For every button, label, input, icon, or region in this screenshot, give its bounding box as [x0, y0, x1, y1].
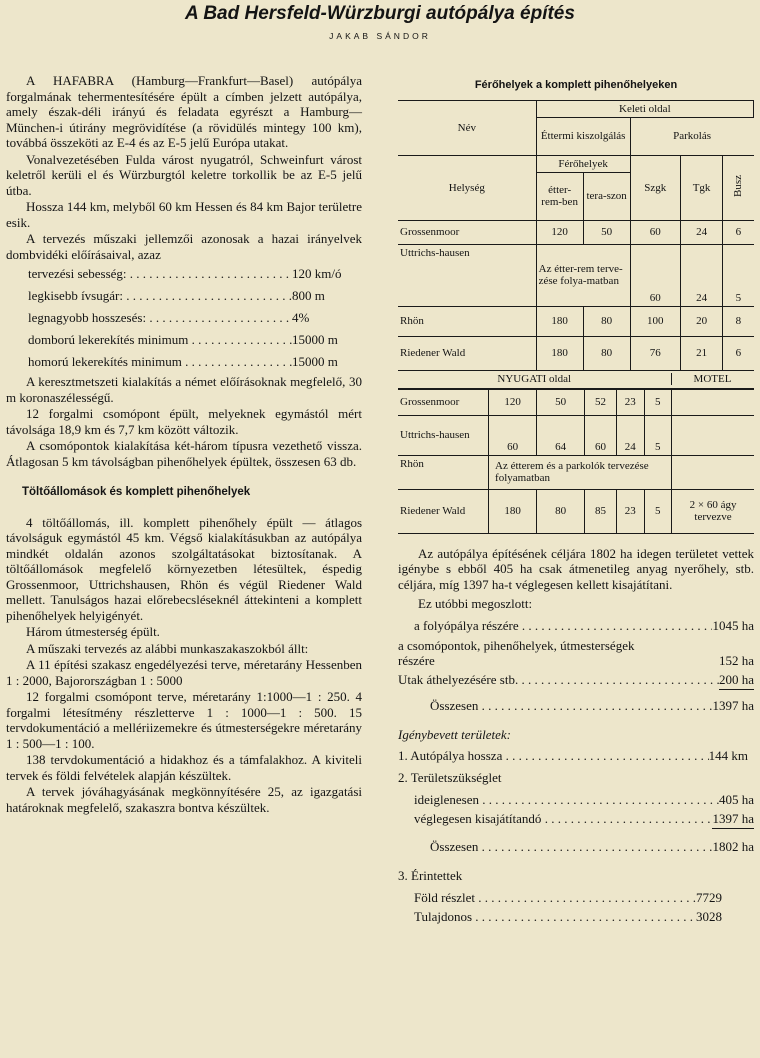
author-name: JAKAB SÁNDOR [329, 31, 431, 41]
junctions-paragraph: 12 forgalmi csomópont épült, melyeknek egymástól mért távolsága 18,9 km és 7,7 km között változik. [6, 406, 362, 437]
table-row: Riedener Wald 180 80 85 23 5 2 × 60 ágy tervezve [398, 489, 754, 533]
route-paragraph: Vonalvezetésében Fulda várost nyugatról, Schweinfurt várost keletről kerüli el és Würzburgtól keletre torkollik be az E-5 jelű útba. [6, 151, 362, 198]
permit-plan-paragraph: A 11 építési szakasz engedélyezési terve, méretarány Hessenben 1 : 2000, Bajorországban 1 : 5000 [6, 657, 362, 688]
rest-areas-paragraph: A csomópontok kialakítása két-három típusra vezethető vissza. Átlagosan 5 km távolságban pihenőhelyek épültek, összesen 63 db. [6, 438, 362, 469]
table-row: Rhön 180 80 100 20 8 [398, 306, 754, 336]
land-use-paragraph: Az autópálya építésének céljára 1802 ha idegen területet vettek igénybe s ebből 405 ha csak átmenetileg anyag nyerőhely, stb. céljára, míg 1397 ha-t véglegesen kellett kisajátítani. [398, 545, 754, 592]
length-paragraph: Hossza 144 km, melyből 60 km Hessen és 84 km Bajor területre esik. [6, 199, 362, 230]
table-row: Grossenmoor 120 50 60 24 6 [398, 220, 754, 244]
work-phases-paragraph: A műszaki tervezés az alábbi munkaszakaszokból állt: [26, 640, 309, 656]
header-cell: Keleti oldal [536, 100, 753, 117]
split-row: a csomópontok, pihenőhelyek, útmesterségek részére 152 ha [398, 637, 754, 668]
spec-row: domború lekerekítés minimum . . . 15000 m [6, 330, 362, 349]
design-paragraph: A tervezés műszaki jellemzői azonosak a hazai irányelvek dombvidéki előírásaival, azaz [6, 231, 362, 262]
header-cell: Busz [723, 155, 754, 220]
header-cell: tera-szon [583, 172, 630, 220]
needs-row: Tulajdonos . . . 3028 [398, 907, 754, 926]
needs-row: 1. Autópálya hossza . . . 144 km [398, 746, 754, 765]
spec-row: homorú lekerekítés minimum . . . 15000 m [6, 352, 362, 371]
header-cell: Férőhelyek [536, 155, 630, 172]
header-cell: Helység [398, 155, 536, 220]
rest-area-capacity-table [398, 100, 754, 389]
header-cell: Parkolás [630, 117, 753, 155]
west-side-table [398, 389, 754, 534]
split-row: a folyópálya részére . . . 1045 ha [398, 616, 754, 635]
needs-row: 2. Területszükséglet [398, 770, 502, 785]
header-cell: Tgk [680, 155, 722, 220]
header-cell: NYUGATI oldal MOTEL [398, 370, 754, 388]
header-cell: étter-rem-ben [536, 172, 583, 220]
intro-paragraph: A HAFABRA (Hamburg—Frankfurt—Basel) autópálya forgalmának tehermentesítésére épült a címben jelzett autópálya, amely észak-déli irányú és feladata egyrészt a Hamburg—München-i útirány megrövidítése (a rövidülés mintegy 100 km), továbbá összeköti az E-4 és az E-5 jelű Európa utakat. [6, 73, 362, 150]
spec-row: legkisebb ívsugár: . . . 800 m [6, 286, 362, 305]
table-row: Uttrichs-hausen 60 64 60 24 5 [398, 415, 754, 455]
maintenance-paragraph: Három útmesterség épült. [26, 624, 160, 639]
needs-row: Föld részlet . . . 7729 [398, 888, 754, 907]
total-row: Összesen . . . 1397 ha [398, 696, 754, 715]
split-row: Utak áthelyezésére stb. . . . 200 ha [398, 670, 754, 690]
article-title: A Bad Hersfeld-Würzburgi autópálya építés [185, 3, 575, 24]
needs-row: véglegesen kisajátítandó . . . 1397 ha [398, 809, 754, 829]
table-row: Riedener Wald 180 80 76 21 6 [398, 336, 754, 370]
junction-plan-paragraph: 12 forgalmi csomópont terve, méretarány 1:1000—1 : 250. 4 forgalmi létesítmény részletterve 1 : 1000—1 : 500. 15 tervdokumentáció a mellériizemekre és útmesterségekre méretarány 1 : 500—1 : 100. [6, 689, 362, 751]
header-cell: Szgk [630, 155, 680, 220]
split-intro: Ez utóbbi megoszlott: [418, 596, 533, 611]
spec-row: tervezési sebesség: . . . 120 km/ó [6, 264, 362, 283]
bridge-docs-paragraph: 138 tervdokumentáció a hidakhoz és a támfalakhoz. A kiviteli tervek és földi felvételek alapján készültek. [6, 752, 362, 783]
approval-paragraph: A tervek jóváhagyásának megkönnyítésére 25, az igazgatási határoknak megfelelő, szakaszra bontva készültek. [6, 784, 362, 815]
right-column [398, 73, 754, 926]
table-row: Uttrichs-hausen Az étter-rem terve-zése folya-matban 60 24 5 [398, 244, 754, 306]
total-row: Összesen . . . 1802 ha [398, 837, 754, 856]
spec-row: legnagyobb hosszesés: . . . 4% [6, 308, 362, 327]
table-row: Grossenmoor 120 50 52 23 5 [398, 389, 754, 415]
table-row: Rhön Az étterem és a parkolók tervezése folyamatban [398, 455, 754, 489]
stations-paragraph: 4 töltőállomás, ill. komplett pihenőhely épült — átlagos távolságuk egymástól 45 km. Végső kialakításukban az autópálya mindkét oldalán azonos szolgáltatásokat biztosítanak. A töltőállomások megfelelő környezetben létesültek, éspedig Grossenmoor, Uttrichshausen, Rhön és végül Riedener Wald mellett. Tanulságos hazai előrebecsléseknél áttekinteni a komplett pihenőhelyek helyigényét. [6, 514, 362, 623]
header-cell: Éttermi kiszolgálás [536, 117, 630, 155]
needs-row: ideiglenesen . . . 405 ha [398, 790, 754, 809]
needs-row: 3. Érintettek [398, 868, 463, 883]
cross-section-paragraph: A keresztmetszeti kialakítás a német előírásoknak megfelelő, 30 m koronaszélességű. [6, 374, 362, 405]
header-cell: Név [398, 100, 536, 155]
left-column [6, 73, 362, 816]
table-title: Férőhelyek a komplett pihenőhelyeken [474, 79, 678, 91]
needs-title: Igénybevett területek: [398, 726, 511, 742]
section-heading: Töltőállomások és komplett pihenőhelyek [22, 486, 251, 498]
